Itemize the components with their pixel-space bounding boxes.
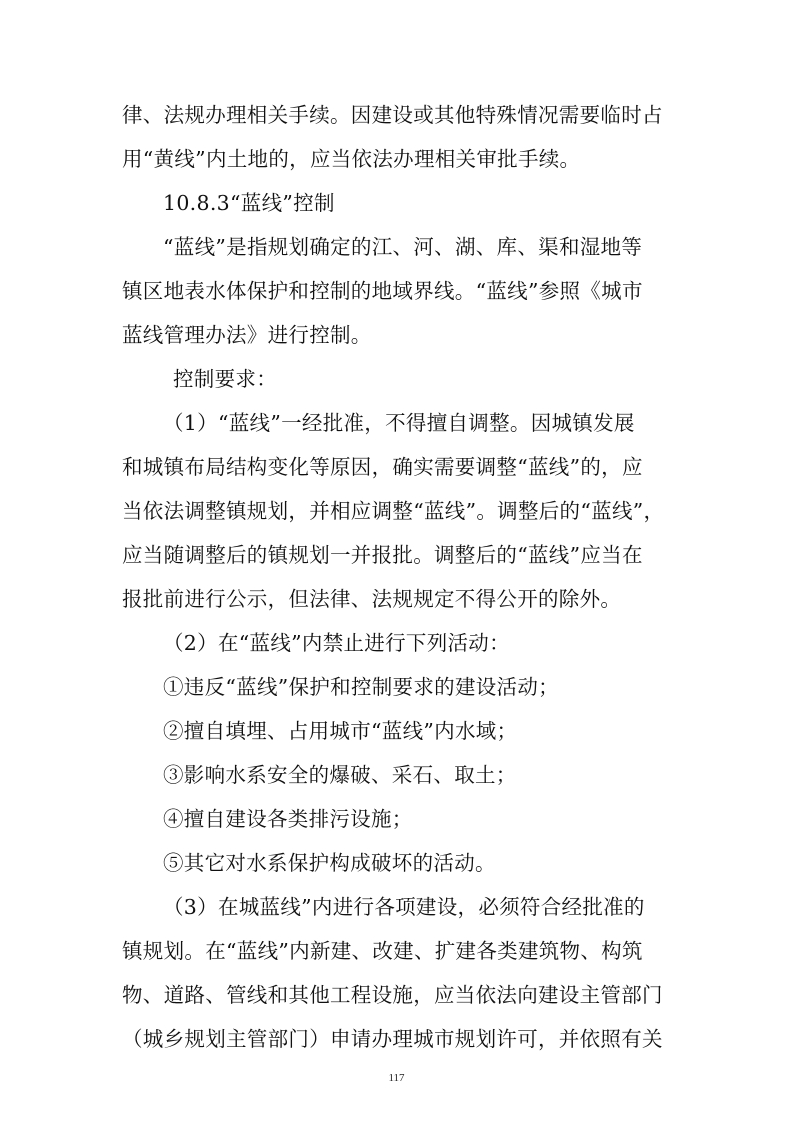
list-item: ④擅自建设各类排污设施； — [163, 807, 413, 831]
list-item: ⑤其它对水系保护构成破坏的活动。 — [163, 851, 496, 875]
page-number: 117 — [388, 1072, 405, 1084]
text-line: 和城镇布局结构变化等原因，确实需要调整“蓝线”的，应 — [122, 455, 643, 479]
text-line: 律、法规办理相关手续。因建设或其他特殊情况需要临时占 — [122, 103, 663, 127]
text-line: 蓝线管理办法》进行控制。 — [122, 323, 372, 347]
subheading: 控制要求： — [173, 367, 277, 391]
text-line: 物、道路、管线和其他工程设施，应当依法向建设主管部门 — [122, 983, 663, 1007]
text-line: 镇区地表水体保护和控制的地域界线。“蓝线”参照《城市 — [122, 279, 643, 303]
text-line: “蓝线”是指规划确定的江、河、湖、库、渠和湿地等 — [163, 235, 643, 259]
list-item: ②擅自填埋、占用城市“蓝线”内水域； — [163, 719, 518, 743]
text-line: 报批前进行公示，但法律、法规规定不得公开的除外。 — [122, 587, 622, 611]
text-line: （1）“蓝线”一经批准，不得擅自调整。因城镇发展 — [163, 411, 635, 435]
text-line: （2）在“蓝线”内禁止进行下列活动： — [163, 631, 510, 655]
list-item: ③影响水系安全的爆破、采石、取土； — [163, 763, 517, 787]
text-line: （城乡规划主管部门）申请办理城市规划许可，并依照有关 — [122, 1027, 663, 1051]
text-line: 应当随调整后的镇规划一并报批。调整后的“蓝线”应当在 — [122, 543, 643, 567]
text-line: （3）在城蓝线”内进行各项建设，必须符合经批准的 — [163, 895, 645, 919]
list-item: ①违反“蓝线”保护和控制要求的建设活动； — [163, 675, 559, 699]
text-line: 用“黄线”内土地的，应当依法办理相关审批手续。 — [122, 147, 581, 171]
text-line: 当依法调整镇规划，并相应调整“蓝线”。调整后的“蓝线”， — [122, 499, 665, 523]
section-heading: 10.8.3“蓝线”控制 — [163, 191, 335, 215]
text-line: 镇规划。在“蓝线”内新建、改建、扩建各类建筑物、构筑 — [122, 939, 643, 963]
